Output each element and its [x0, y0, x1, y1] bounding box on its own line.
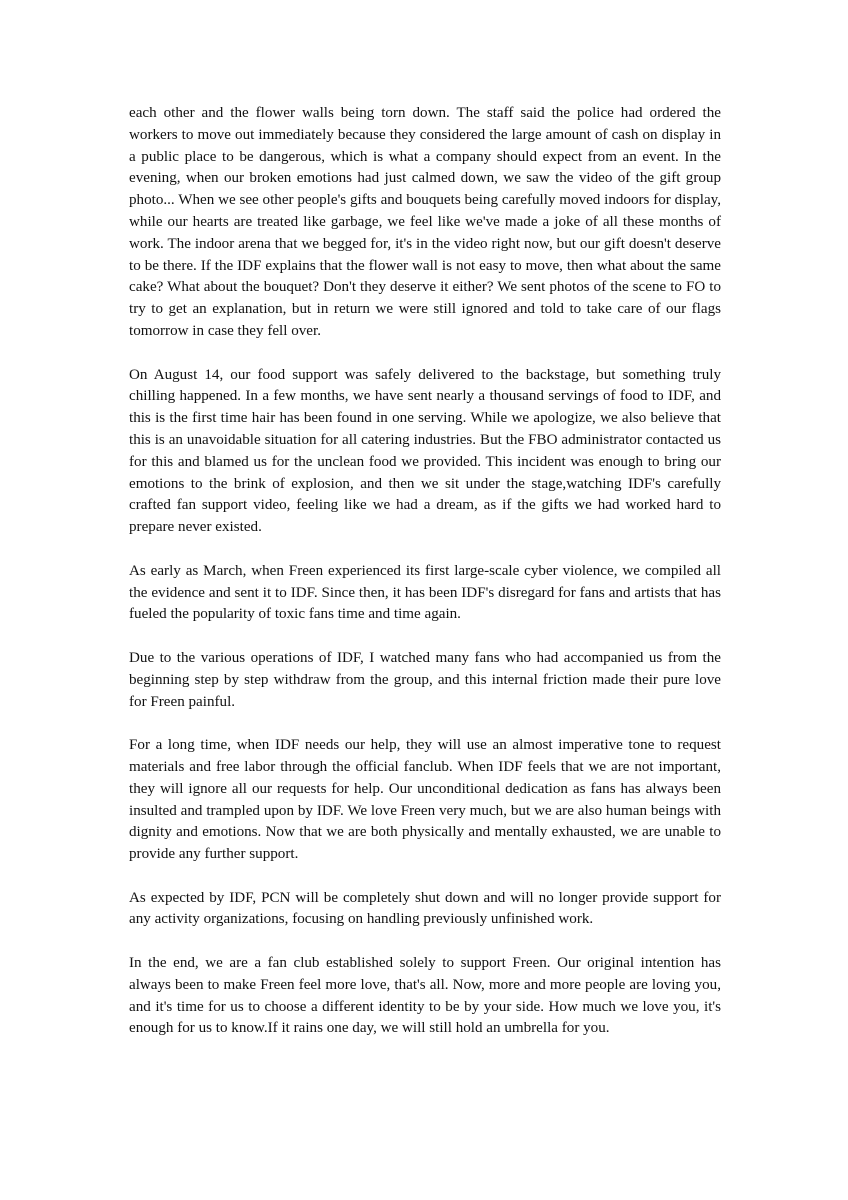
paragraph-5: For a long time, when IDF needs our help, they will use an almost imperative tone to request materials and free labor through the official fanclub. When IDF feels that we are not important, they will ignore all our requests for help. Our unconditional dedication as fans has always been insulted and trampled upon by IDF. We love Freen very much, but we are also human beings with dignity and emotions. Now that we are both physically and mentally exhausted, we are unable to provide any further support.: [129, 737, 721, 863]
paragraph-2: On August 14, our food support was safely delivered to the backstage, but something truly chilling happened. In a few months, we have sent nearly a thousand servings of food to IDF, and this is the first time hair has been found in one serving. While we apologize, we also believe that this is an unavoidable situation for all catering industries. But the FBO administrator contacted us for this and blamed us for the unclean food we provided. This incident was enough to bring our emotions to the brink of explosion, and then we sit under the stage,watching IDF's carefully crafted fan support video, feeling like we had a dream, as if the gifts we had worked hard to prepare never existed.: [129, 366, 721, 536]
paragraph-4: Due to the various operations of IDF, I watched many fans who had accompanied us from the beginning step by step withdraw from the group, and this internal friction made their pure love for Freen painful.: [129, 649, 721, 710]
paragraph-6: As expected by IDF, PCN will be completely shut down and will no longer provide support for any activity organizations, focusing on handling previously unfinished work.: [129, 889, 721, 928]
document-body: [129, 103, 721, 1040]
paragraph-3: As early as March, when Freen experienced its first large-scale cyber violence, we compiled all the evidence and sent it to IDF. Since then, it has been IDF's disregard for fans and artists that has fueled the popularity of toxic fans time and time again.: [129, 562, 721, 623]
paragraph-1: each other and the flower walls being torn down. The staff said the police had ordered the workers to move out immediately because they considered the large amount of cash on display in a public place to be dangerous, which is what a company should expect from an event. In the evening, when our broken emotions had just calmed down, we saw the video of the gift group photo... When we see other people's gifts and bouquets being carefully moved indoors for display, while our hearts are treated like garbage, we feel like we've made a joke of all these months of work. The indoor arena that we begged for, it's in the video right now, but our gift doesn't deserve to be there. If the IDF explains that the flower wall is not easy to move, then what about the same cake? What about the bouquet? Don't they deserve it either? We sent photos of the scene to FO to try to get an explanation, but in return we were still ignored and told to take care of our flags tomorrow in case they fell over.: [129, 105, 721, 339]
paragraph-7: In the end, we are a fan club established solely to support Freen. Our original intention has always been to make Freen feel more love, that's all. Now, more and more people are loving you, and it's time for us to choose a different identity to be by your side. How much we love you, it's enough for us to know.If it rains one day, we will still hold an umbrella for you.: [129, 955, 721, 1037]
